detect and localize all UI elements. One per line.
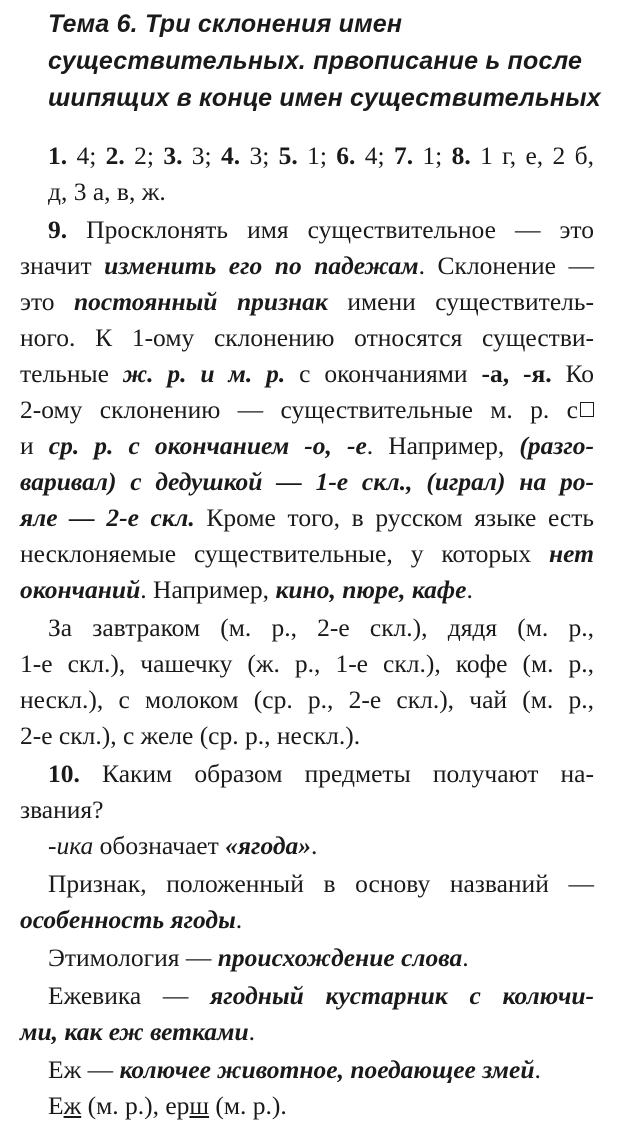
task10-line-9 [48,1052,620,1088]
answer-num-6: 6. [336,141,356,170]
answer-num-7: 7. [393,141,414,170]
task9-line-9 [20,500,594,536]
text: несклоняемые существительные, у которых [20,539,550,568]
answer-num-8: 8. [451,141,471,170]
answer-val-5: 1; [297,141,337,170]
answer-val-4: 3; [240,141,279,170]
text: с окончаниями [285,359,482,388]
emphasis: колючее животное, поедающее змей [119,1055,535,1084]
text: Еж — [48,1055,120,1084]
answer-val-2: 2; [124,141,164,170]
text: Кроме того, в русском языке есть [194,503,594,532]
text: . [466,575,473,604]
emphasis: «ягода» [225,831,312,860]
emphasis: (разго- [519,431,594,460]
text: . [534,1055,541,1084]
para2-line-1: За завтраком (м. р., 2-е скл.), дядя (м. р., [48,613,594,642]
emphasis: ми, как еж ветками [20,1017,249,1046]
task9-line-11 [20,572,594,608]
answer-num-4: 4. [220,141,241,170]
answer-num-3: 3. [163,141,183,170]
emphasis: яле — 2-е скл. [20,503,195,532]
task10-line-1 [48,756,594,792]
emphasis: -а, -я. [481,359,552,388]
empty-ending-square-icon [580,402,594,417]
task10-text: Каким образом предметы получают на- [79,759,594,788]
heading-line-2: существительных. првописание ь после [48,47,583,75]
para2-line-3: нескл.), с молоком (ср. р., 2-е скл.), чай (м. р., [20,685,594,714]
underlined-letter: ш [189,1091,210,1120]
text: . Например, [140,575,276,604]
text: . [235,905,243,934]
task9-line-5 [20,356,594,392]
text: Е [48,1091,64,1120]
answers-line-2: д, 3 а, в, ж. [48,177,166,206]
heading-line-3: шипящих в конце имен существительных [48,84,601,112]
task10-line-10 [48,1088,620,1124]
text: 2-ому склонению — существительные м. р. с [20,395,578,424]
text: обозначает [93,831,226,860]
topic-heading [48,6,608,117]
emphasis: кино, пюре, кафе [275,575,467,604]
para2-line-4: 2-е скл.), с желе (ср. р., нескл.). [20,721,361,750]
task9-line-7 [20,428,594,464]
text: Этимология — [48,943,218,972]
text: это [20,287,74,316]
text: имени существитель- [327,287,594,316]
answer-val-6: 4; [355,141,394,170]
task9-line-8: варивал) с дедушкой — 1-е скл., (играл) на ро- [20,467,594,496]
text: (м. р.), ер [81,1091,190,1120]
task9-line-3 [20,284,594,320]
emphasis: постоянный признак [73,287,328,316]
text: тельные [20,359,123,388]
text: Ежевика — [48,981,211,1010]
answer-val-7: 1; [413,141,452,170]
task10-line-5 [20,902,620,938]
answer-num-1: 1. [48,141,68,170]
heading-line-1: Тема 6. Три склонения имен [48,10,403,38]
answers-line-1 [48,138,594,174]
emphasis: нет [549,539,594,568]
task10-line-8 [20,1014,620,1050]
text: . [248,1017,256,1046]
emphasis: окончаний [20,575,141,604]
text: . Склонение — [418,251,595,280]
task9-text: Просклонять имя существительное — это [67,215,594,244]
answer-val-8: 1 г, е, 2 б, [470,141,594,170]
text: . Например, [366,431,520,460]
task9-line-2 [20,248,594,284]
task9-line-4: ного. К 1-ому склонению относятся существи- [20,323,594,352]
emphasis: изменить его по падежам [104,251,419,280]
answer-num-2: 2. [105,141,125,170]
task10-line-4: Признак, положенный в основу названий — [48,869,594,898]
answer-val-1: 4; [67,141,106,170]
text: значит [20,251,105,280]
task10-line-2: звания? [20,795,104,824]
para2-line-2: 1-е скл.), чашечку (ж. р., 1-е скл.), кофе (м. р., [20,649,594,678]
text: . [462,943,469,972]
suffix: -ика [48,831,94,860]
task9-line-1 [48,212,594,248]
emphasis: происхождение слова [217,943,463,972]
task10-line-6 [48,940,620,976]
task9-number: 9. [48,215,68,244]
emphasis: ж. р. и м. р. [122,359,286,388]
task10-line-7 [48,978,594,1014]
answer-num-5: 5. [278,141,298,170]
task10-line-3 [48,828,620,864]
text: (м. р.). [209,1091,287,1120]
emphasis: ср. р. с окончанием -о, -е [48,431,367,460]
text: и [20,431,49,460]
task9-line-10 [20,536,594,572]
emphasis: особенность ягоды [20,905,236,934]
text: . [311,831,318,860]
emphasis: ягодный кустарник с колючи- [210,981,594,1010]
underlined-letter: ж [63,1091,82,1120]
task9-line-6 [20,392,594,428]
answer-val-3: 3; [182,141,221,170]
task10-number: 10. [48,759,80,788]
text: Ко [551,359,594,388]
